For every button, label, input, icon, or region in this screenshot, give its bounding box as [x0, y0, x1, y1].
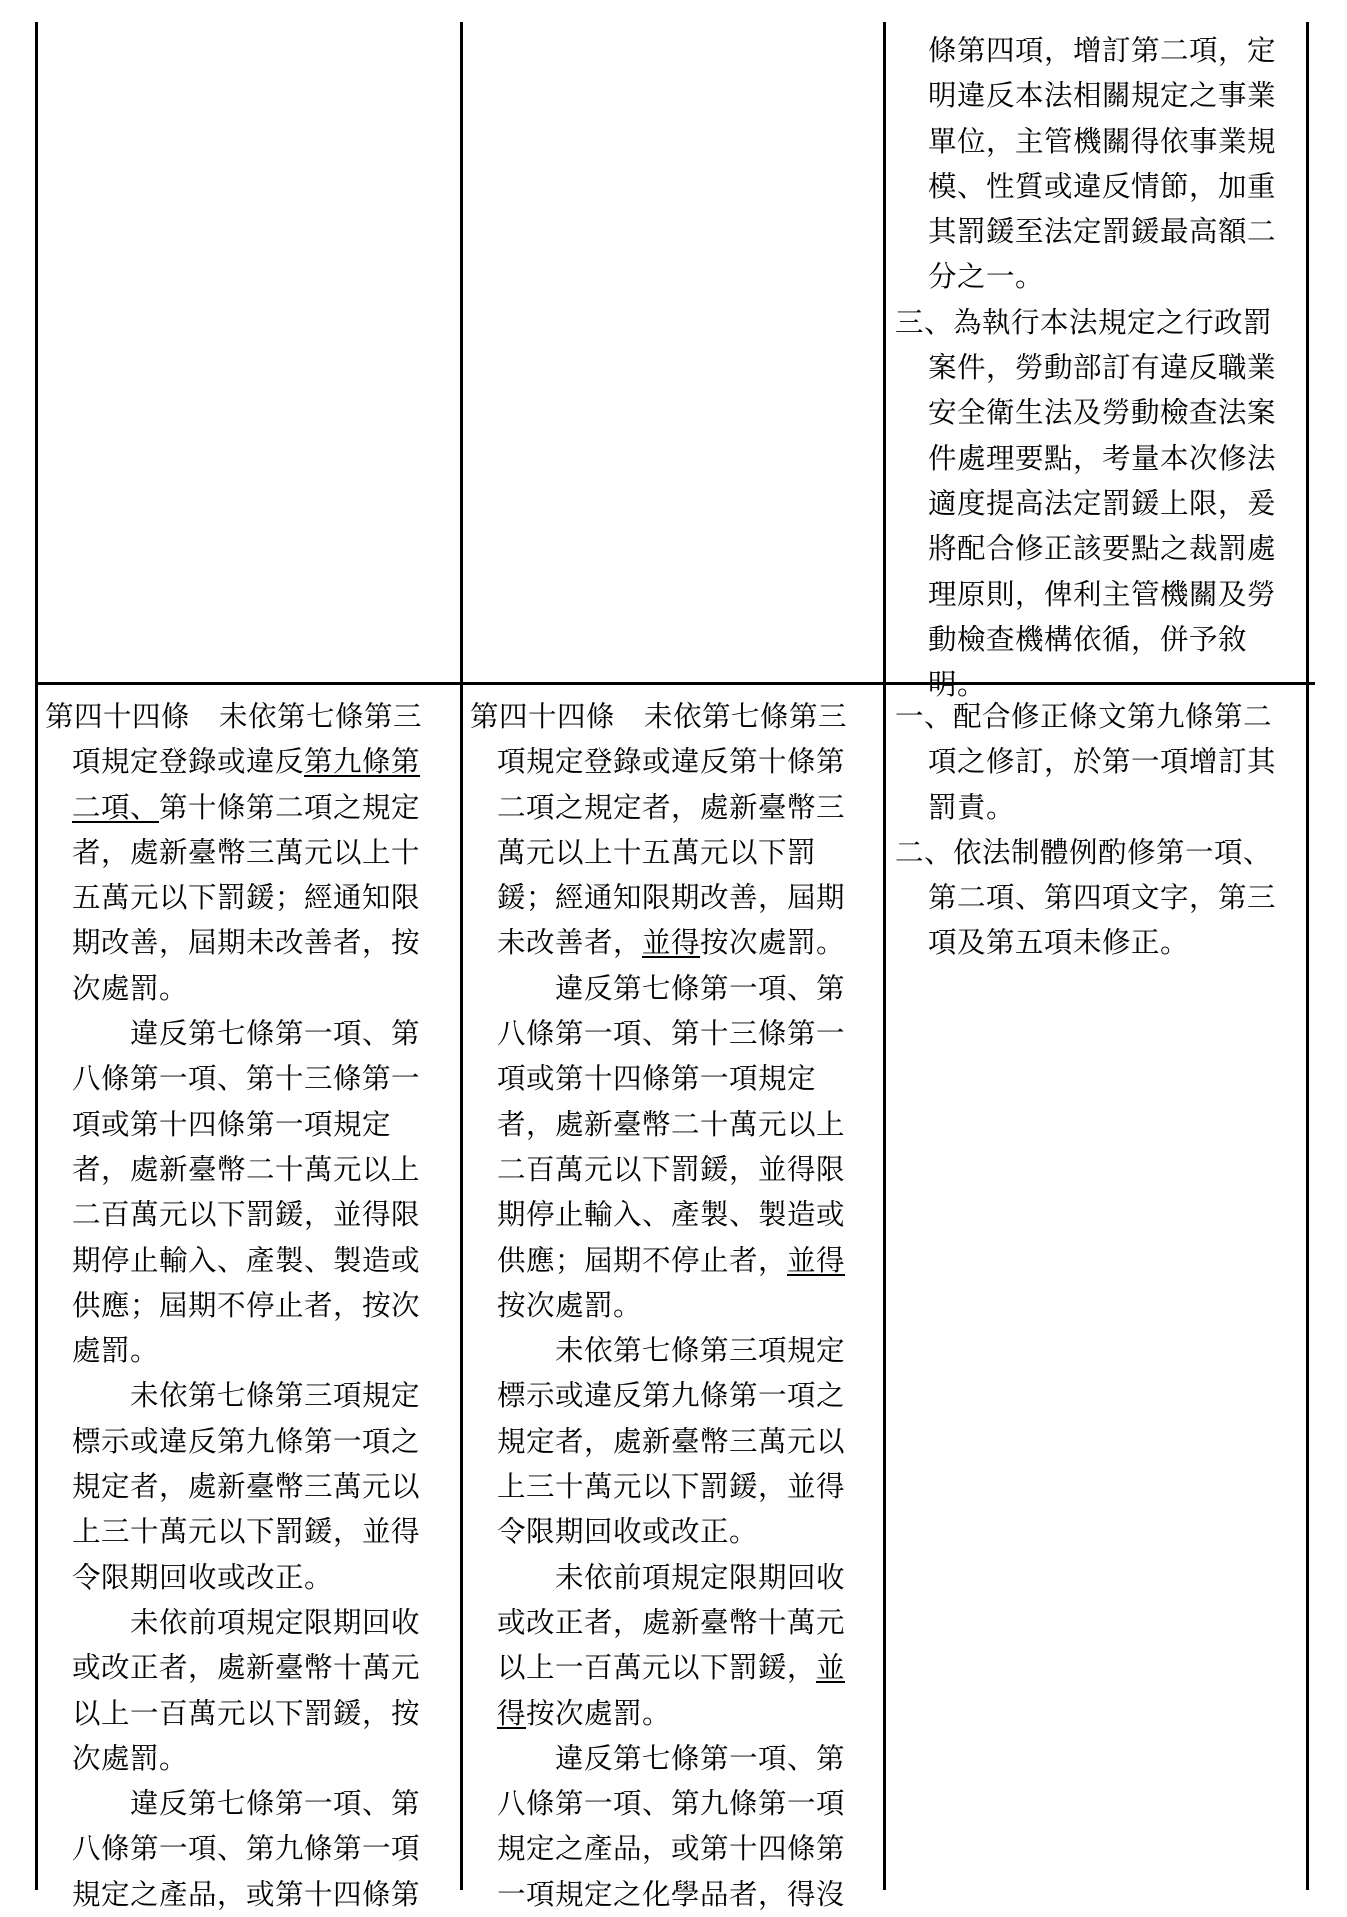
underlined-amendment: 第九條第二項、 [72, 745, 421, 824]
comparison-table [35, 22, 1315, 1911]
text-segment: 按次處罰。 [497, 1288, 643, 1322]
explanation-continuation: 條第四項，增訂第二項，定明違反本法相關規定之事業單位，主管機關得依事業規模、性質或違反情節，加重其罰鍰至法定罰鍰最高額二分之一。 [928, 34, 1277, 294]
column-divider-1 [460, 22, 463, 1890]
underlined-text: 並得 [497, 1651, 846, 1730]
amended-paragraph-3: 未依第七條第三項規定標示或違反第九條第一項之規定者，處新臺幣三萬元以上三十萬元以下罰鍰，並得令限期回收或改正。 [72, 1379, 421, 1594]
explanation-item-2: 二、依法制體例酌修第一項、第二項、第四項文字，第三項及第五項未修正。 [895, 835, 1277, 960]
table-border-left [35, 22, 38, 1890]
current-paragraph-2 [470, 966, 870, 1328]
text-segment: 按次處罰。 [526, 1696, 672, 1730]
amended-article-paragraph-1 [45, 694, 445, 1011]
current-paragraph-3: 未依第七條第三項規定標示或違反第九條第一項之規定者，處新臺幣三萬元以上三十萬元以下罰鍰，並得令限期回收或改正。 [497, 1334, 846, 1549]
text-segment: 未依前項規定限期回收或改正者，處新臺幣十萬元以上一百萬元以下罰鍰， [497, 1560, 846, 1685]
text-segment: 違反第七條第一項、第八條第一項、第十三條第一項或第十四條第一項規定者，處新臺幣二十萬元以上二百萬元以下罰鍰，並得限期停止輸入、產製、製造或供應；屆期不停止者， [497, 971, 846, 1277]
current-paragraph-4 [470, 1555, 870, 1736]
row2-amended-cell [45, 694, 445, 1917]
row2-explanation-cell [895, 694, 1280, 966]
row2-current-cell [470, 694, 870, 1917]
underlined-text: 並得 [642, 926, 701, 960]
column-divider-2 [883, 22, 886, 1890]
current-article-paragraph-1 [470, 694, 870, 966]
text-segment: 第十條第二項之規定者，處新臺幣三萬元以上十五萬元以下罰鍰；經通知限期改善，屆期未改善者，按次處罰。 [72, 790, 421, 1005]
row1-explanation-cell [895, 28, 1280, 707]
underlined-text: 並得 [787, 1243, 846, 1277]
text-segment: 第四十四條 未依第七條第三項規定登錄或違反 [45, 700, 423, 779]
current-paragraph-5: 違反第七條第一項、第八條第一項、第九條第一項規定之產品，或第十四條第一項規定之化學品者，得沒 [497, 1741, 846, 1911]
text-segment: 按次處罰。 [700, 926, 846, 960]
amended-paragraph-2: 違反第七條第一項、第八條第一項、第十三條第一項或第十四條第一項規定者，處新臺幣二十萬元以上二百萬元以下罰鍰，並得限期停止輸入、產製、製造或供應；屆期不停止者，按次處罰。 [72, 1017, 421, 1368]
table-border-right [1306, 22, 1309, 1890]
text-segment: 第四十四條 未依第七條第三項規定登錄或違反第十條第二項之規定者，處新臺幣三萬元以上十五萬元以下罰鍰；經通知限期改善，屆期未改善者， [470, 700, 848, 960]
explanation-item-3: 三、為執行本法規定之行政罰案件，勞動部訂有違反職業安全衛生法及勞動檢查法案件處理要點，考量本次修法適度提高法定罰鍰上限，爰將配合修正該要點之裁罰處理原則，俾利主管機關及勞動檢查機構依循，併予敘明。 [895, 305, 1277, 702]
amended-paragraph-4: 未依前項規定限期回收或改正者，處新臺幣十萬元以上一百萬元以下罰鍰，按次處罰。 [72, 1605, 421, 1775]
explanation-item-1: 一、配合修正條文第九條第二項之修訂，於第一項增訂其罰責。 [895, 700, 1277, 824]
amended-paragraph-5: 違反第七條第一項、第八條第一項、第九條第一項規定之產品，或第十四條第 [72, 1787, 421, 1911]
